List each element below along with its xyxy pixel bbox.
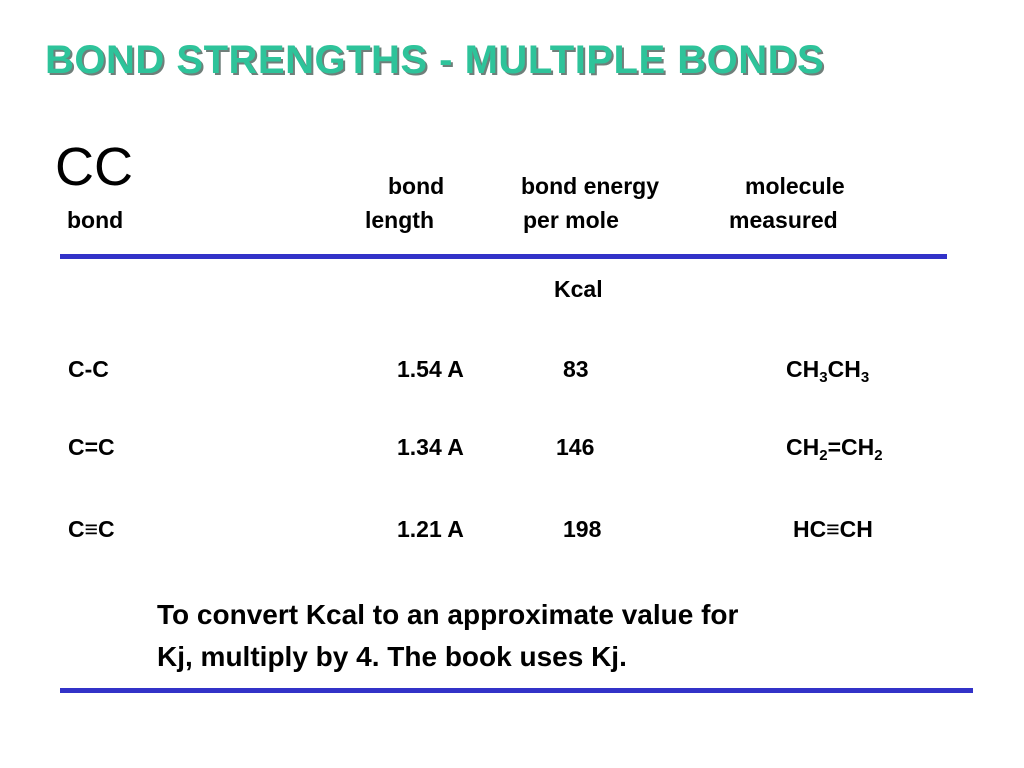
header-divider (60, 254, 947, 259)
row3-energy: 198 (563, 516, 602, 542)
row2-bond: C=C (68, 434, 115, 460)
header-molecule-line1: molecule (745, 173, 845, 199)
slide-title: BOND STRENGTHS - MULTIPLE BONDS (45, 38, 825, 82)
footer-divider (60, 688, 973, 693)
row1-length: 1.54 A (397, 356, 464, 382)
header-energy-line2: per mole (523, 207, 619, 233)
row2-length: 1.34 A (397, 434, 464, 460)
header-molecule-line2: measured (729, 207, 838, 233)
row2-energy: 146 (556, 434, 595, 460)
note-line2: Kj, multiply by 4. The book uses Kj. (157, 641, 627, 672)
row1-energy: 83 (563, 356, 589, 382)
bond-heading: CC (55, 137, 133, 197)
conversion-note (157, 594, 738, 678)
header-length-line1: bond (388, 173, 445, 199)
energy-unit: Kcal (554, 276, 603, 302)
header-bond: bond (67, 207, 124, 233)
note-line1: To convert Kcal to an approximate value for (157, 599, 739, 630)
header-energy-line1: bond energy (521, 173, 660, 199)
row1-bond: C-C (68, 356, 109, 382)
row3-length: 1.21 A (397, 516, 464, 542)
row3-bond: C≡C (68, 516, 115, 542)
header-length-line2: length (365, 207, 434, 233)
row1-molecule: $CH_3CH_3$ (786, 356, 870, 386)
row2-molecule: $CH_2=CH_2$ (786, 434, 883, 464)
row3-molecule: HC≡CH (793, 516, 873, 542)
